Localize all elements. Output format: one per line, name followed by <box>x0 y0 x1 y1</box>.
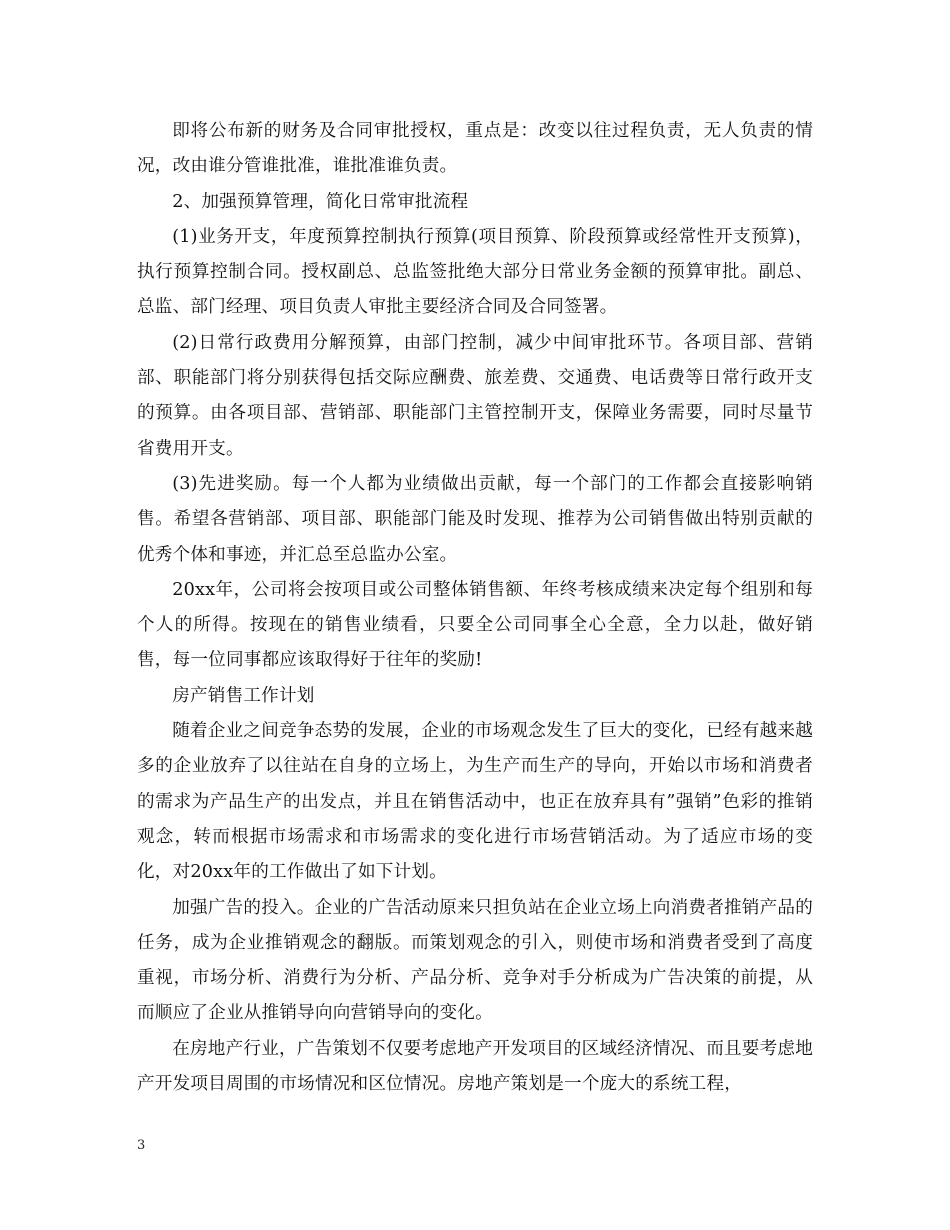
paragraph-approval-authority: 即将公布新的财务及合同审批授权，重点是：改变以往过程负责，无人负责的情况，改由谁分管谁批准，谁批准谁负责。 <box>137 121 813 177</box>
heading-sales-work-plan: 房产销售工作计划 <box>172 685 315 706</box>
paragraph-business-expenses: (1)业务开支，年度预算控制执行预算(项目预算、阶段预算或经常性开支预算)，执行预算控制合同。授权副总、总监签批绝大部分日常业务金额的预算审批。副总、总监、部门经理、项目负责人审批主要经济合同及合同签署。 <box>137 226 813 318</box>
paragraph-annual-rewards: 20xx年，公司将会按项目或公司整体销售额、年终考核成绩来决定每个组别和每个人的所得。按现在的销售业绩看，只要全公司同事全心全意，全力以赴，做好销售，每一位同事都应该取得好于往年的奖励! <box>137 579 813 671</box>
paragraph-advertising-investment: 加强广告的投入。企业的广告活动原来只担负站在企业立场上向消费者推销产品的任务，成为企业推销观念的翻版。而策划观念的引入，则使市场和消费者受到了高度重视，市场分析、消费行为分析、产品分析、竞争对手分析成为广告决策的前提，从而顺应了企业从推销导向向营销导向的变化。 <box>137 897 813 1024</box>
paragraph-market-concept: 随着企业之间竞争态势的发展，企业的市场观念发生了巨大的变化，已经有越来越多的企业放弃了以往站在自身的立场上，为生产而生产的导向，开始以市场和消费者的需求为产品生产的出发点，并且在销售活动中，也正在放弃具有”强销”色彩的推销观念，转而根据市场需求和市场需求的变化进行市场营销活动。为了适应市场的变化，对20xx年的工作做出了如下计划。 <box>137 721 813 883</box>
paragraph-advanced-rewards: (3)先进奖励。每一个人都为业绩做出贡献，每一个部门的工作都会直接影响销售。希望各营销部、项目部、职能部门能及时发现、推荐为公司销售做出特别贡献的优秀个体和事迹，并汇总至总监办公室。 <box>137 473 813 565</box>
paragraph-administrative-costs: (2)日常行政费用分解预算，由部门控制，减少中间审批环节。各项目部、营销部、职能部门将分别获得包括交际应酬费、旅差费、交通费、电话费等日常行政开支的预算。由各项目部、营销部、职能部门主管控制开支，保障业务需要，同时尽量节省费用开支。 <box>137 332 813 459</box>
page-number: 3 <box>137 1138 146 1153</box>
document-body <box>137 114 813 1102</box>
heading-budget-management: 2、加强预算管理，简化日常审批流程 <box>172 191 469 212</box>
paragraph-real-estate-advertising: 在房地产行业，广告策划不仅要考虑地产开发项目的区域经济情况、而且要考虑地产开发项目周围的市场情况和区位情况。房地产策划是一个庞大的系统工程， <box>137 1038 813 1095</box>
